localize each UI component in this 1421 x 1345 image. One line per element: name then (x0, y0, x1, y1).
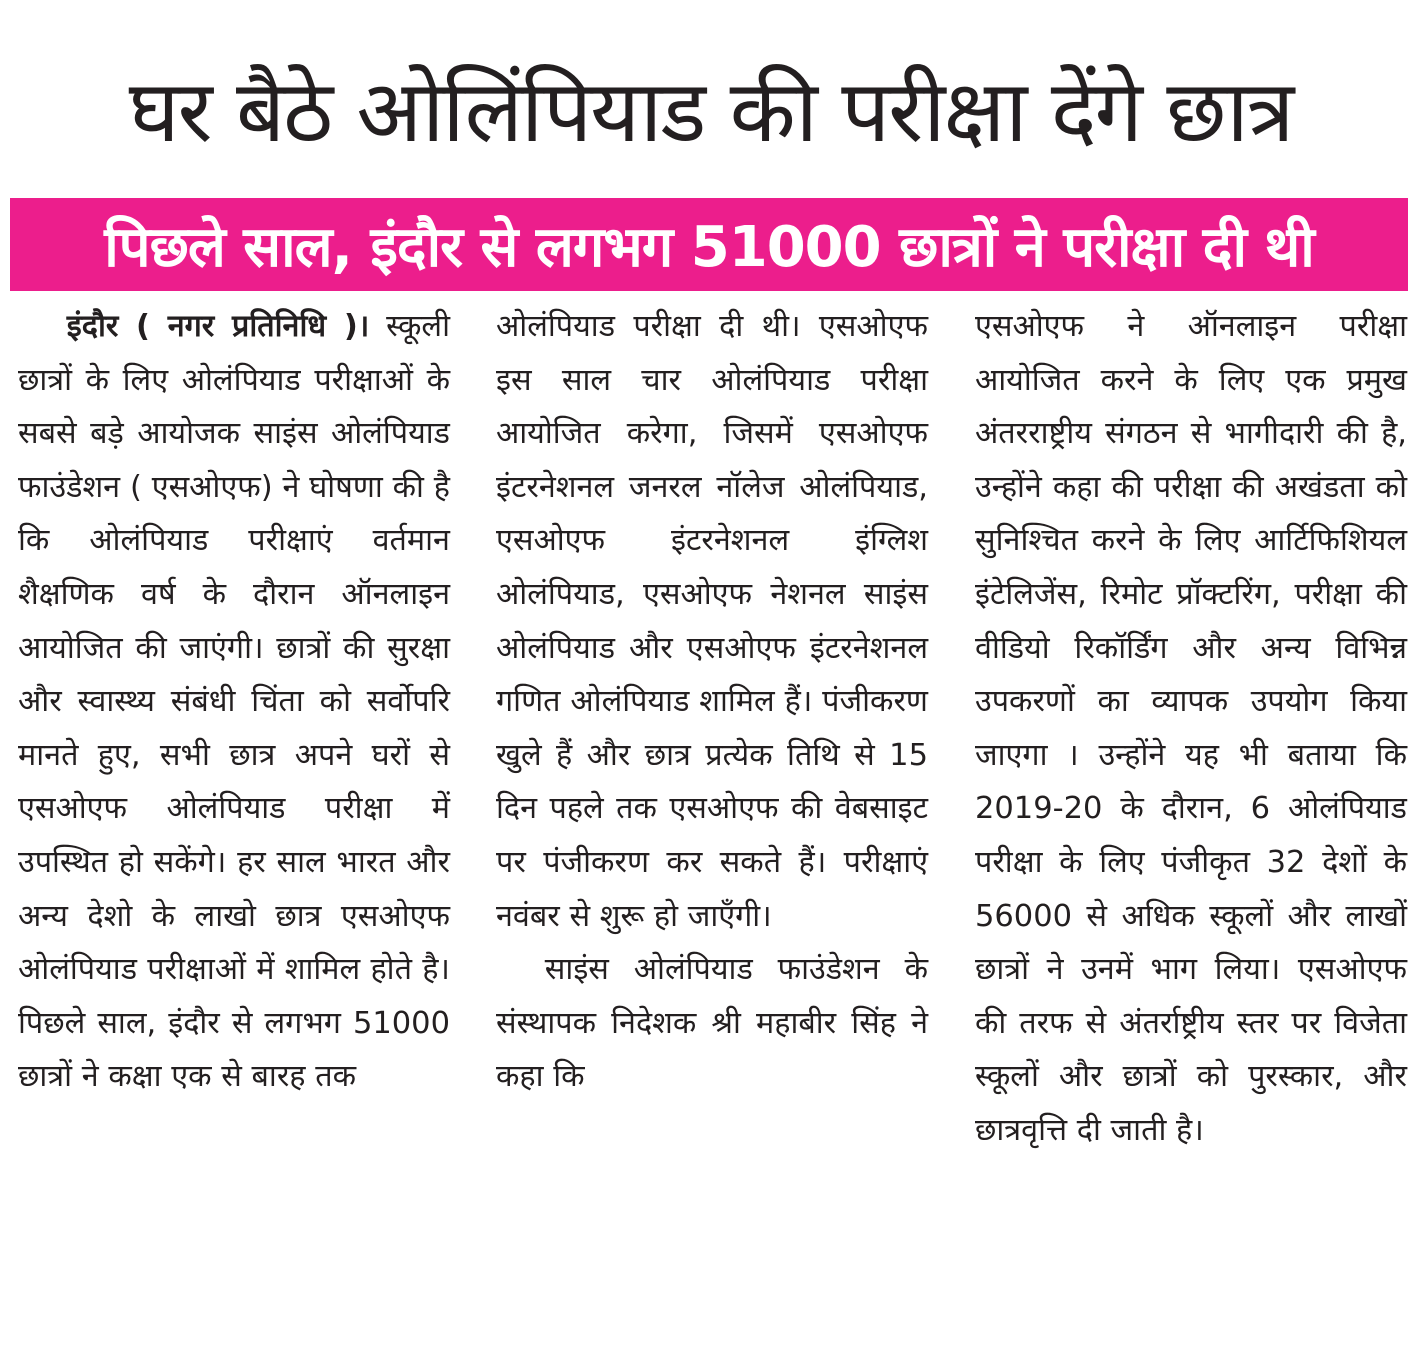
subheadline-banner (10, 198, 1408, 291)
article-column-2 (496, 300, 928, 1104)
subheadline: पिछले साल, इंदौर से लगभग 51000 छात्रों ने परीक्षा दी थी (104, 214, 1314, 280)
article-paragraph (18, 300, 450, 1104)
article-column-1 (18, 300, 450, 1104)
column-2-paragraph-1: ओलंपियाड परीक्षा दी थी। एसओएफ इस साल चार ओलंपियाड परीक्षा आयोजित करेगा, जिसमें एसओएफ इंटरनेशनल जनरल नॉलेज ओलंपियाड, एसओएफ इंटरनेशनल इंग्लिश ओलंपियाड, एसओएफ नेशनल साइंस ओलंपियाड और एसओएफ इंटरनेशनल गणित ओलंपियाड शामिल हैं। पंजीकरण खुले हैं और छात्र प्रत्येक तिथि से 15 दिन पहले तक एसओएफ की वेबसाइट पर पंजीकरण कर सकते हैं। परीक्षाएं नवंबर से शुरू हो जाएँगी। (496, 309, 928, 934)
dateline: इंदौर ( नगर प्रतिनिधि )। (66, 309, 370, 344)
column-1-text: स्कूली छात्रों के लिए ओलंपियाड परीक्षाओं के सबसे बड़े आयोजक साइंस ओलंपियाड फाउंडेशन ( एसओएफ) ने घोषणा की है कि ओलंपियाड परीक्षाएं वर्तमान शैक्षणिक वर्ष के दौरान ऑनलाइन आयोजित की जाएंगी। छात्रों की सुरक्षा और स्वास्थ्य संबंधी चिंता को सर्वोपरि मानते हुए, सभी छात्र अपने घरों से एसओएफ ओलंपियाड परीक्षा में उपस्थित हो सकेंगे। हर साल भारत और अन्य देशो के लाखो छात्र एसओएफ ओलंपियाड परीक्षाओं में शामिल होते है। पिछले साल, इंदौर से लगभग 51000 छात्रों ने कक्षा एक से बारह तक (18, 309, 450, 1095)
column-3-paragraph: एसओएफ ने ऑनलाइन परीक्षा आयोजित करने के लिए एक प्रमुख अंतरराष्ट्रीय संगठन से भागीदारी की है, उन्होंने कहा की परीक्षा की अखंडता को सुनिश्चित करने के लिए आर्टिफिशियल इंटेलिजेंस, रिमोट प्रॉक्टरिंग, परीक्षा की वीडियो रिकॉर्डिंग और अन्य विभिन्न उपकरणों का व्यापक उपयोग किया जाएगा । उन्होंने यह भी बताया कि 2019-20 के दौरान, 6 ओलंपियाड परीक्षा के लिए पंजीकृत 32 देशों के 56000 से अधिक स्कूलों और लाखों छात्रों ने उनमें भाग लिया। एसओएफ की तरफ से अंतर्राष्ट्रीय स्तर पर विजेता स्कूलों और छात्रों को पुरस्कार, और छात्रवृत्ति दी जाती है। (975, 309, 1407, 1148)
headline: घर बैठे ओलिंपियाड की परीक्षा देंगे छात्र (128, 62, 1293, 162)
article-column-3 (975, 300, 1407, 1158)
column-2-paragraph-2: साइंस ओलंपियाड फाउंडेशन के संस्थापक निदेशक श्री महाबीर सिंह ने कहा कि (496, 952, 928, 1095)
